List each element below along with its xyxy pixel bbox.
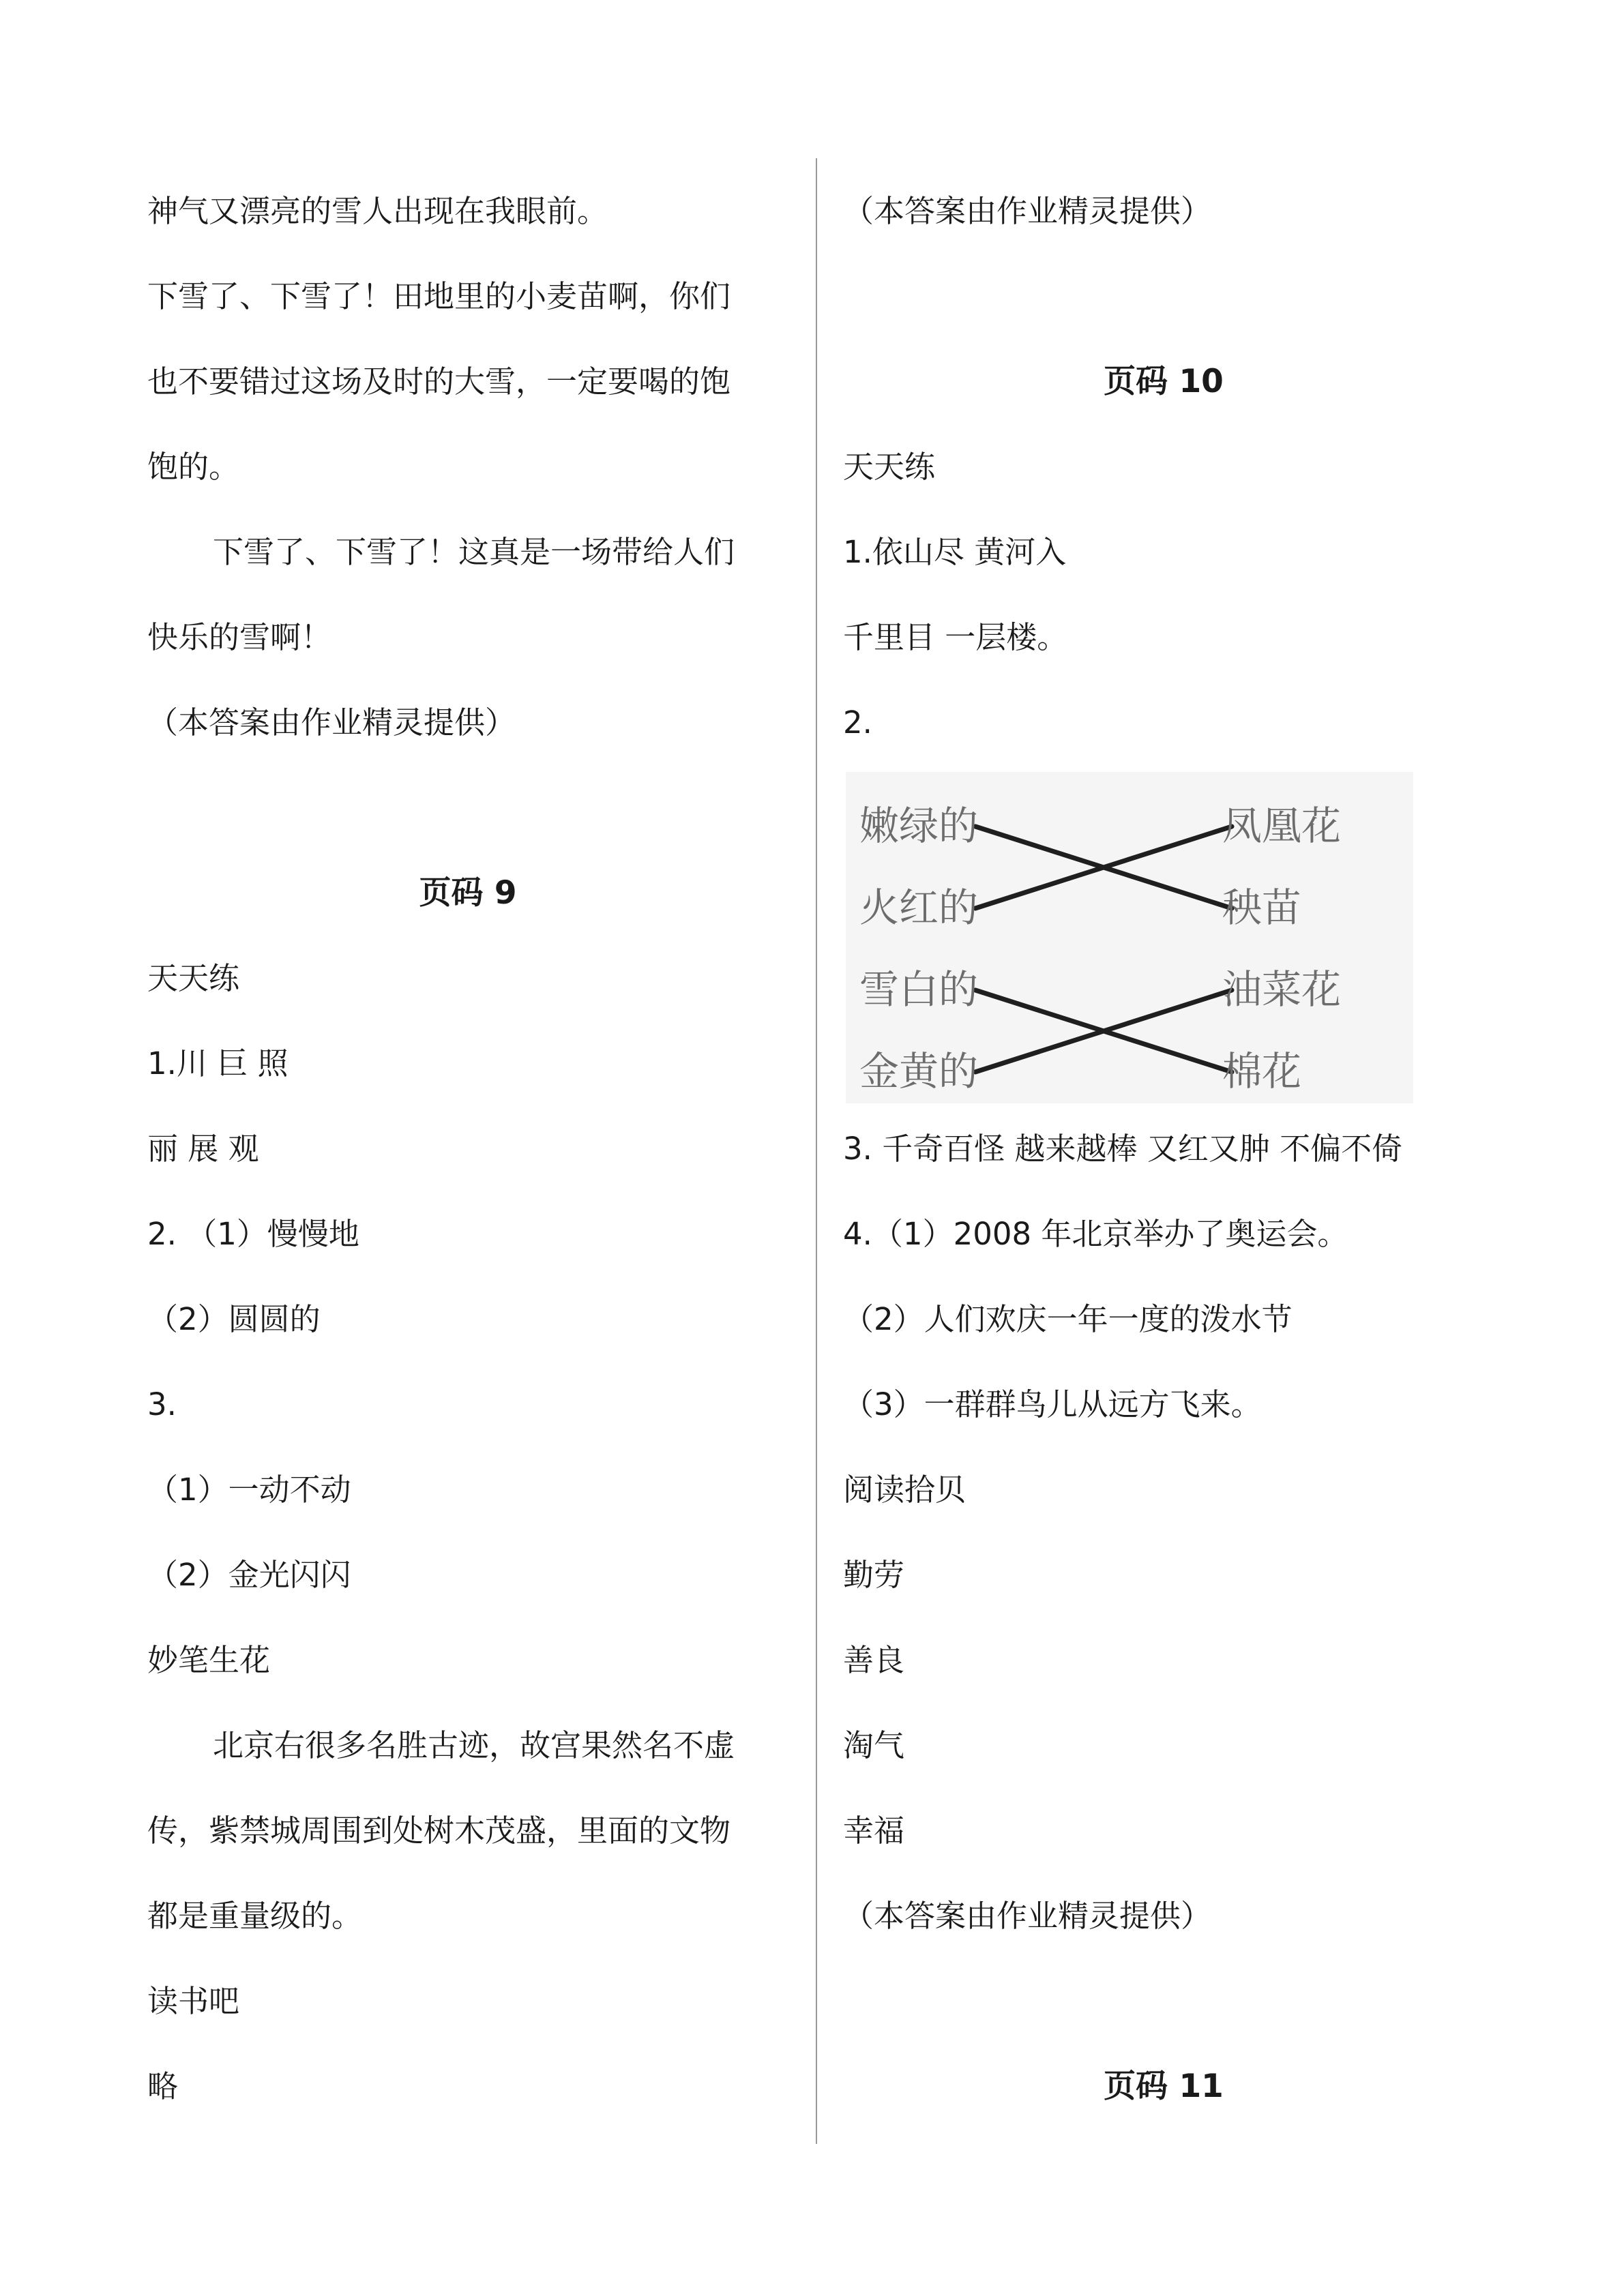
- answer-line: （1）一动不动: [147, 1472, 351, 1508]
- answer-line: 勤劳: [843, 1557, 905, 1593]
- page-heading-9: 页码 9: [419, 874, 517, 912]
- answer-line: 善良: [843, 1642, 905, 1678]
- answer-line: 幸福: [843, 1813, 905, 1849]
- paragraph-line: 北京右很多名胜古迹，故宫果然名不虚: [213, 1727, 735, 1763]
- answer-line: 2.: [843, 704, 872, 741]
- answer-line: 3. 千奇百怪 越来越棒 又红又肿 不偏不倚: [843, 1131, 1403, 1167]
- right-word: 凤凰花: [1222, 803, 1342, 849]
- text-line: 快乐的雪啊！: [147, 619, 332, 655]
- right-word: 棉花: [1222, 1048, 1302, 1094]
- right-word: 秧苗: [1222, 884, 1302, 931]
- text-line: 也不要错过这场及时的大雪，一定要喝的饱: [147, 363, 731, 400]
- answer-source-note: （本答案由作业精灵提供）: [843, 1898, 1212, 1934]
- answer-line: 1.依山尽 黄河入: [843, 534, 1067, 570]
- text-line: 下雪了、下雪了！田地里的小麦苗啊，你们: [147, 278, 731, 314]
- answer-line: 丽 展 观: [147, 1131, 259, 1167]
- section-title: 阅读拾贝: [843, 1472, 966, 1508]
- answer-line: （2）人们欢庆一年一度的泼水节: [843, 1301, 1293, 1337]
- answer-line: 淘气: [843, 1727, 905, 1763]
- paragraph-line: 都是重量级的。: [147, 1898, 363, 1934]
- answer-line: 1.川 巨 照: [147, 1045, 289, 1082]
- answer-line: 略: [147, 2068, 179, 2104]
- text-line: 神气又漂亮的雪人出现在我眼前。: [147, 193, 608, 229]
- section-title: 读书吧: [147, 1983, 240, 2019]
- section-title: 天天练: [843, 449, 936, 485]
- left-word: 嫩绿的: [859, 803, 979, 849]
- section-title: 妙笔生花: [147, 1642, 271, 1678]
- answer-line: 千里目 一层楼。: [843, 619, 1068, 655]
- left-word: 金黄的: [859, 1048, 979, 1094]
- column-divider: [816, 158, 817, 2144]
- paragraph-line: 传，紫禁城周围到处树木茂盛，里面的文物: [147, 1813, 731, 1849]
- page-heading-10: 页码 10: [1104, 363, 1224, 400]
- right-word: 油菜花: [1222, 966, 1342, 1013]
- section-title: 天天练: [147, 960, 240, 996]
- answer-line: 2. （1）慢慢地: [147, 1216, 359, 1252]
- text-line: 下雪了、下雪了！这真是一场带给人们: [213, 534, 735, 570]
- page-heading-11: 页码 11: [1104, 2068, 1224, 2105]
- answer-line: （2）金光闪闪: [147, 1557, 351, 1593]
- answer-line: 3.: [147, 1386, 177, 1422]
- answer-line: （3）一群群鸟儿从远方飞来。: [843, 1386, 1262, 1422]
- answer-source-note: （本答案由作业精灵提供）: [843, 193, 1212, 229]
- word-matching-figure: [846, 772, 1413, 1103]
- answer-line: （2）圆圆的: [147, 1301, 321, 1337]
- left-word: 雪白的: [859, 966, 979, 1013]
- left-word: 火红的: [859, 884, 979, 931]
- text-line: 饱的。: [147, 449, 240, 485]
- answer-source-note: （本答案由作业精灵提供）: [147, 704, 516, 741]
- answer-line: 4.（1）2008 年北京举办了奥运会。: [843, 1216, 1348, 1252]
